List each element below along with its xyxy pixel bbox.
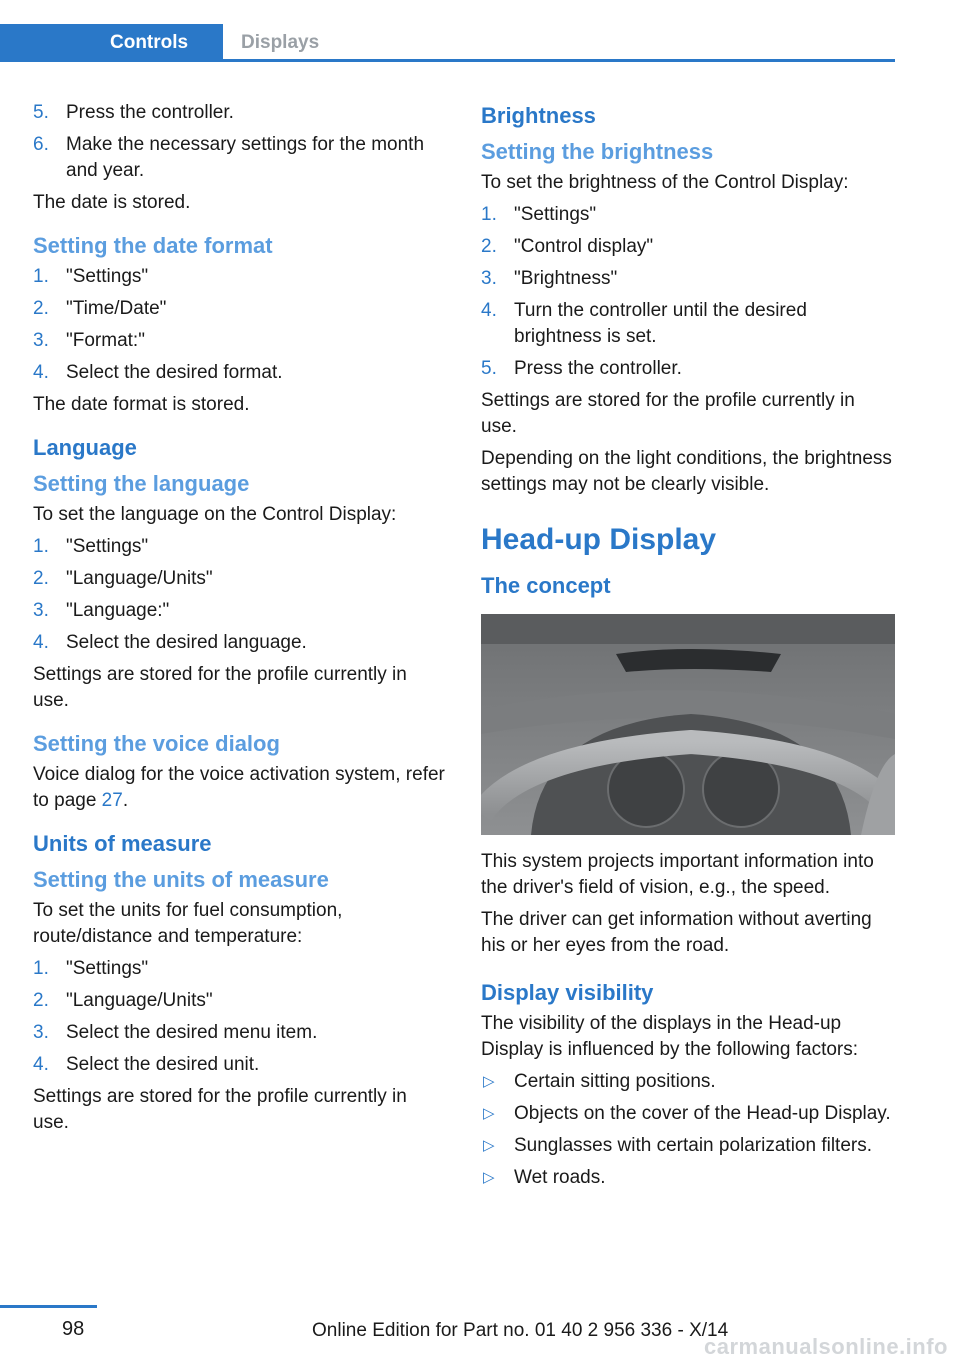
brightness-intro: To set the brightness of the Control Display: xyxy=(481,172,849,193)
list-item xyxy=(33,598,445,624)
watermark: carmanualsonline.info xyxy=(704,1334,948,1359)
edition-text: Online Edition for Part no. 01 40 2 956 336 - X/14 xyxy=(312,1320,729,1341)
step-text: Select the desired menu item. xyxy=(66,1022,318,1043)
step-number: 2. xyxy=(33,298,49,319)
language-steps xyxy=(33,534,445,656)
list-item xyxy=(33,132,445,184)
voice-text-after: . xyxy=(122,790,129,811)
right-column xyxy=(481,100,895,1197)
hud-title: Head-up Display xyxy=(481,523,717,556)
units-intro: To set the units for fuel consumption, route/distance and temperature: xyxy=(33,900,343,947)
step-text: "Settings" xyxy=(66,266,149,287)
tab-displays[interactable]: Displays xyxy=(241,32,320,53)
step-number: 1. xyxy=(33,266,49,287)
page-number: 98 xyxy=(62,1318,85,1340)
step-number: 1. xyxy=(481,204,497,225)
step-text: Make the necessary settings for the month and year. xyxy=(66,134,425,181)
list-item xyxy=(481,1165,895,1191)
step-number: 1. xyxy=(33,536,49,557)
voice-text-before: Voice dialog for the voice activation system, refer to page xyxy=(33,764,445,811)
step-number: 3. xyxy=(33,1022,49,1043)
date-format-heading: Setting the date format xyxy=(33,233,273,258)
language-subheading: Setting the language xyxy=(33,471,250,496)
header-rule xyxy=(0,59,895,62)
triangle-bullet-icon: ▷ xyxy=(483,1073,495,1090)
factor-text: Sunglasses with certain polarization filters. xyxy=(514,1135,873,1156)
list-item xyxy=(33,360,445,386)
step-text: "Language/Units" xyxy=(66,990,213,1011)
step-number: 5. xyxy=(481,358,497,379)
voice-heading: Setting the voice dialog xyxy=(33,731,280,756)
header-tabbar xyxy=(0,24,895,62)
step-number: 2. xyxy=(33,990,49,1011)
step-text: Select the desired unit. xyxy=(66,1054,260,1075)
units-heading: Units of measure xyxy=(33,831,212,856)
step-text: Press the controller. xyxy=(514,358,682,379)
step-text: Press the controller. xyxy=(66,102,234,123)
hud-dashboard-image xyxy=(481,614,895,835)
step-text: "Settings" xyxy=(66,958,149,979)
list-item xyxy=(481,1101,895,1127)
visibility-heading: Display visibility xyxy=(481,980,654,1005)
step-text: "Language/Units" xyxy=(66,568,213,589)
concept-heading: The concept xyxy=(481,573,611,598)
list-item xyxy=(33,328,445,354)
language-heading: Language xyxy=(33,435,137,460)
hud-desc-2: The driver can get information without averting his or her eyes from the road. xyxy=(481,909,872,956)
brightness-heading: Brightness xyxy=(481,103,596,128)
voice-text xyxy=(33,762,445,814)
language-intro: To set the language on the Control Display: xyxy=(33,504,397,525)
step-text: "Time/Date" xyxy=(66,298,167,319)
step-number: 6. xyxy=(33,134,49,155)
brightness-result: Settings are stored for the profile currently in use. xyxy=(481,390,855,437)
list-item xyxy=(33,630,445,656)
list-item xyxy=(33,988,445,1014)
date-format-steps xyxy=(33,264,445,386)
list-item xyxy=(33,264,445,290)
list-item xyxy=(33,1020,445,1046)
brightness-subheading: Setting the brightness xyxy=(481,139,714,164)
date-stored-text: The date is stored. xyxy=(33,192,191,213)
date-steps-continued xyxy=(33,100,445,184)
step-number: 4. xyxy=(33,1054,49,1075)
step-text: Select the desired format. xyxy=(66,362,283,383)
step-number: 4. xyxy=(33,362,49,383)
footer-rule xyxy=(0,1305,97,1308)
page-link[interactable]: 27 xyxy=(101,790,123,811)
step-text: Turn the controller until the desired brightness is set. xyxy=(514,300,807,347)
step-number: 3. xyxy=(481,268,497,289)
list-item xyxy=(481,202,895,228)
factor-text: Wet roads. xyxy=(514,1167,606,1188)
visibility-factors xyxy=(481,1069,895,1191)
step-text: "Language:" xyxy=(66,600,170,621)
list-item xyxy=(33,566,445,592)
triangle-bullet-icon: ▷ xyxy=(483,1137,495,1154)
step-number: 4. xyxy=(481,300,497,321)
list-item xyxy=(33,100,445,126)
list-item xyxy=(481,234,895,260)
step-text: Select the desired language. xyxy=(66,632,307,653)
step-text: "Settings" xyxy=(514,204,597,225)
units-steps xyxy=(33,956,445,1078)
step-number: 2. xyxy=(481,236,497,257)
step-number: 4. xyxy=(33,632,49,653)
step-text: "Control display" xyxy=(514,236,654,257)
step-text: "Brightness" xyxy=(514,268,618,289)
date-format-result: The date format is stored. xyxy=(33,394,250,415)
factor-text: Objects on the cover of the Head-up Display. xyxy=(514,1103,891,1124)
step-text: "Settings" xyxy=(66,536,149,557)
step-number: 3. xyxy=(33,330,49,351)
dashboard-illustration xyxy=(481,614,895,835)
triangle-bullet-icon: ▷ xyxy=(483,1169,495,1186)
list-item xyxy=(481,298,895,350)
list-item xyxy=(481,1133,895,1159)
list-item xyxy=(481,356,895,382)
step-number: 2. xyxy=(33,568,49,589)
factor-text: Certain sitting positions. xyxy=(514,1071,716,1092)
list-item xyxy=(481,266,895,292)
language-result: Settings are stored for the profile currently in use. xyxy=(33,664,407,711)
tab-controls[interactable]: Controls xyxy=(0,24,223,62)
list-item xyxy=(33,296,445,322)
step-text: "Format:" xyxy=(66,330,145,351)
list-item xyxy=(33,534,445,560)
triangle-bullet-icon: ▷ xyxy=(483,1105,495,1122)
list-item xyxy=(33,1052,445,1078)
units-result: Settings are stored for the profile currently in use. xyxy=(33,1086,407,1133)
step-number: 1. xyxy=(33,958,49,979)
visibility-intro: The visibility of the displays in the Head-up Display is influenced by the following factors: xyxy=(481,1013,859,1060)
brightness-note: Depending on the light conditions, the brightness settings may not be clearly visible. xyxy=(481,448,892,495)
step-number: 5. xyxy=(33,102,49,123)
step-number: 3. xyxy=(33,600,49,621)
list-item xyxy=(33,956,445,982)
units-subheading: Setting the units of measure xyxy=(33,867,329,892)
left-column xyxy=(33,100,445,1142)
brightness-steps xyxy=(481,202,895,382)
hud-desc-1: This system projects important information into the driver's field of vision, e.g., the speed. xyxy=(481,851,874,898)
list-item xyxy=(481,1069,895,1095)
